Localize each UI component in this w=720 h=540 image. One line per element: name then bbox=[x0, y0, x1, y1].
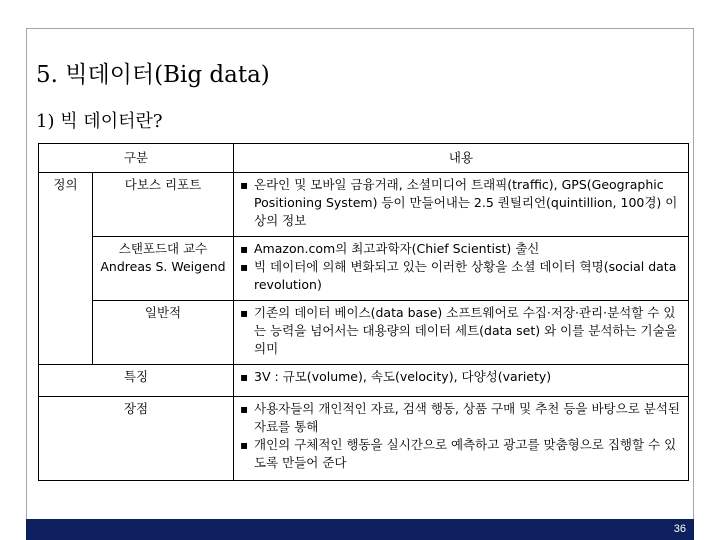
header-content: 내용 bbox=[234, 144, 689, 173]
row-content bbox=[234, 237, 689, 301]
bullet-item: ▪ 기존의 데이터 베이스(data base) 소프트웨어로 수집·저장·관리·분석할 수 있는 능력을 넘어서는 대용량의 데이터 세트(data set) 와 이를 분석하는 기술을 의미 bbox=[254, 304, 684, 358]
row-label-line: 일반적 bbox=[144, 305, 182, 320]
row-label: 장점 bbox=[39, 397, 234, 481]
bullet-list bbox=[238, 176, 684, 230]
bullet-item: ▪ 온라인 및 모바일 금융거래, 소셜미디어 트래픽(traffic), GPS(Geographic Positioning System) 등이 만들어내는 2.5 퀀틸리언(quintillion, 100경) 이상의 정보 bbox=[254, 176, 684, 230]
row-label bbox=[93, 301, 234, 365]
row-content bbox=[234, 173, 689, 237]
page-number: 36 bbox=[673, 523, 686, 535]
table-header-row bbox=[39, 144, 689, 173]
row-label: 특징 bbox=[39, 365, 234, 397]
row-label-line: Andreas S. Weigend bbox=[100, 259, 226, 274]
definition-table bbox=[38, 143, 689, 481]
bullet-item: ▪ 3V : 규모(volume), 속도(velocity), 다양성(variety) bbox=[254, 368, 684, 386]
row-content bbox=[234, 397, 689, 481]
table-row bbox=[39, 397, 689, 481]
bullet-list bbox=[238, 400, 684, 472]
table-row bbox=[39, 237, 689, 301]
bullet-item: ▪ 사용자들의 개인적인 자료, 검색 행동, 상품 구매 및 추천 등을 바탕으로 분석된 자료를 통해 bbox=[254, 400, 684, 436]
table-row bbox=[39, 365, 689, 397]
row-label-line: 스탠포드대 교수 bbox=[118, 241, 208, 256]
bullet-item: ▪ Amazon.com의 최고과학자(Chief Scientist) 출신 bbox=[254, 240, 684, 258]
bullet-list bbox=[238, 304, 684, 358]
footer-band bbox=[26, 519, 694, 540]
slide-title: 5. 빅데이터(Big data) bbox=[36, 62, 270, 88]
header-category: 구분 bbox=[39, 144, 234, 173]
table-row bbox=[39, 301, 689, 365]
row-content bbox=[234, 365, 689, 397]
definition-label: 정의 bbox=[39, 173, 93, 365]
bullet-item: ▪ 빅 데이터에 의해 변화되고 있는 이러한 상황을 소셜 데이터 혁명(social data revolution) bbox=[254, 258, 684, 294]
row-label-line: 다보스 리포트 bbox=[124, 177, 202, 192]
row-label bbox=[93, 237, 234, 301]
table-row bbox=[39, 173, 689, 237]
bullet-list bbox=[238, 368, 684, 386]
row-label bbox=[93, 173, 234, 237]
row-content bbox=[234, 301, 689, 365]
bullet-list bbox=[238, 240, 684, 294]
slide-subtitle: 1) 빅 데이터란? bbox=[36, 111, 163, 132]
bullet-item: ▪ 개인의 구체적인 행동을 실시간으로 예측하고 광고를 맞춤형으로 집행할 수 있도록 만들어 준다 bbox=[254, 436, 684, 472]
